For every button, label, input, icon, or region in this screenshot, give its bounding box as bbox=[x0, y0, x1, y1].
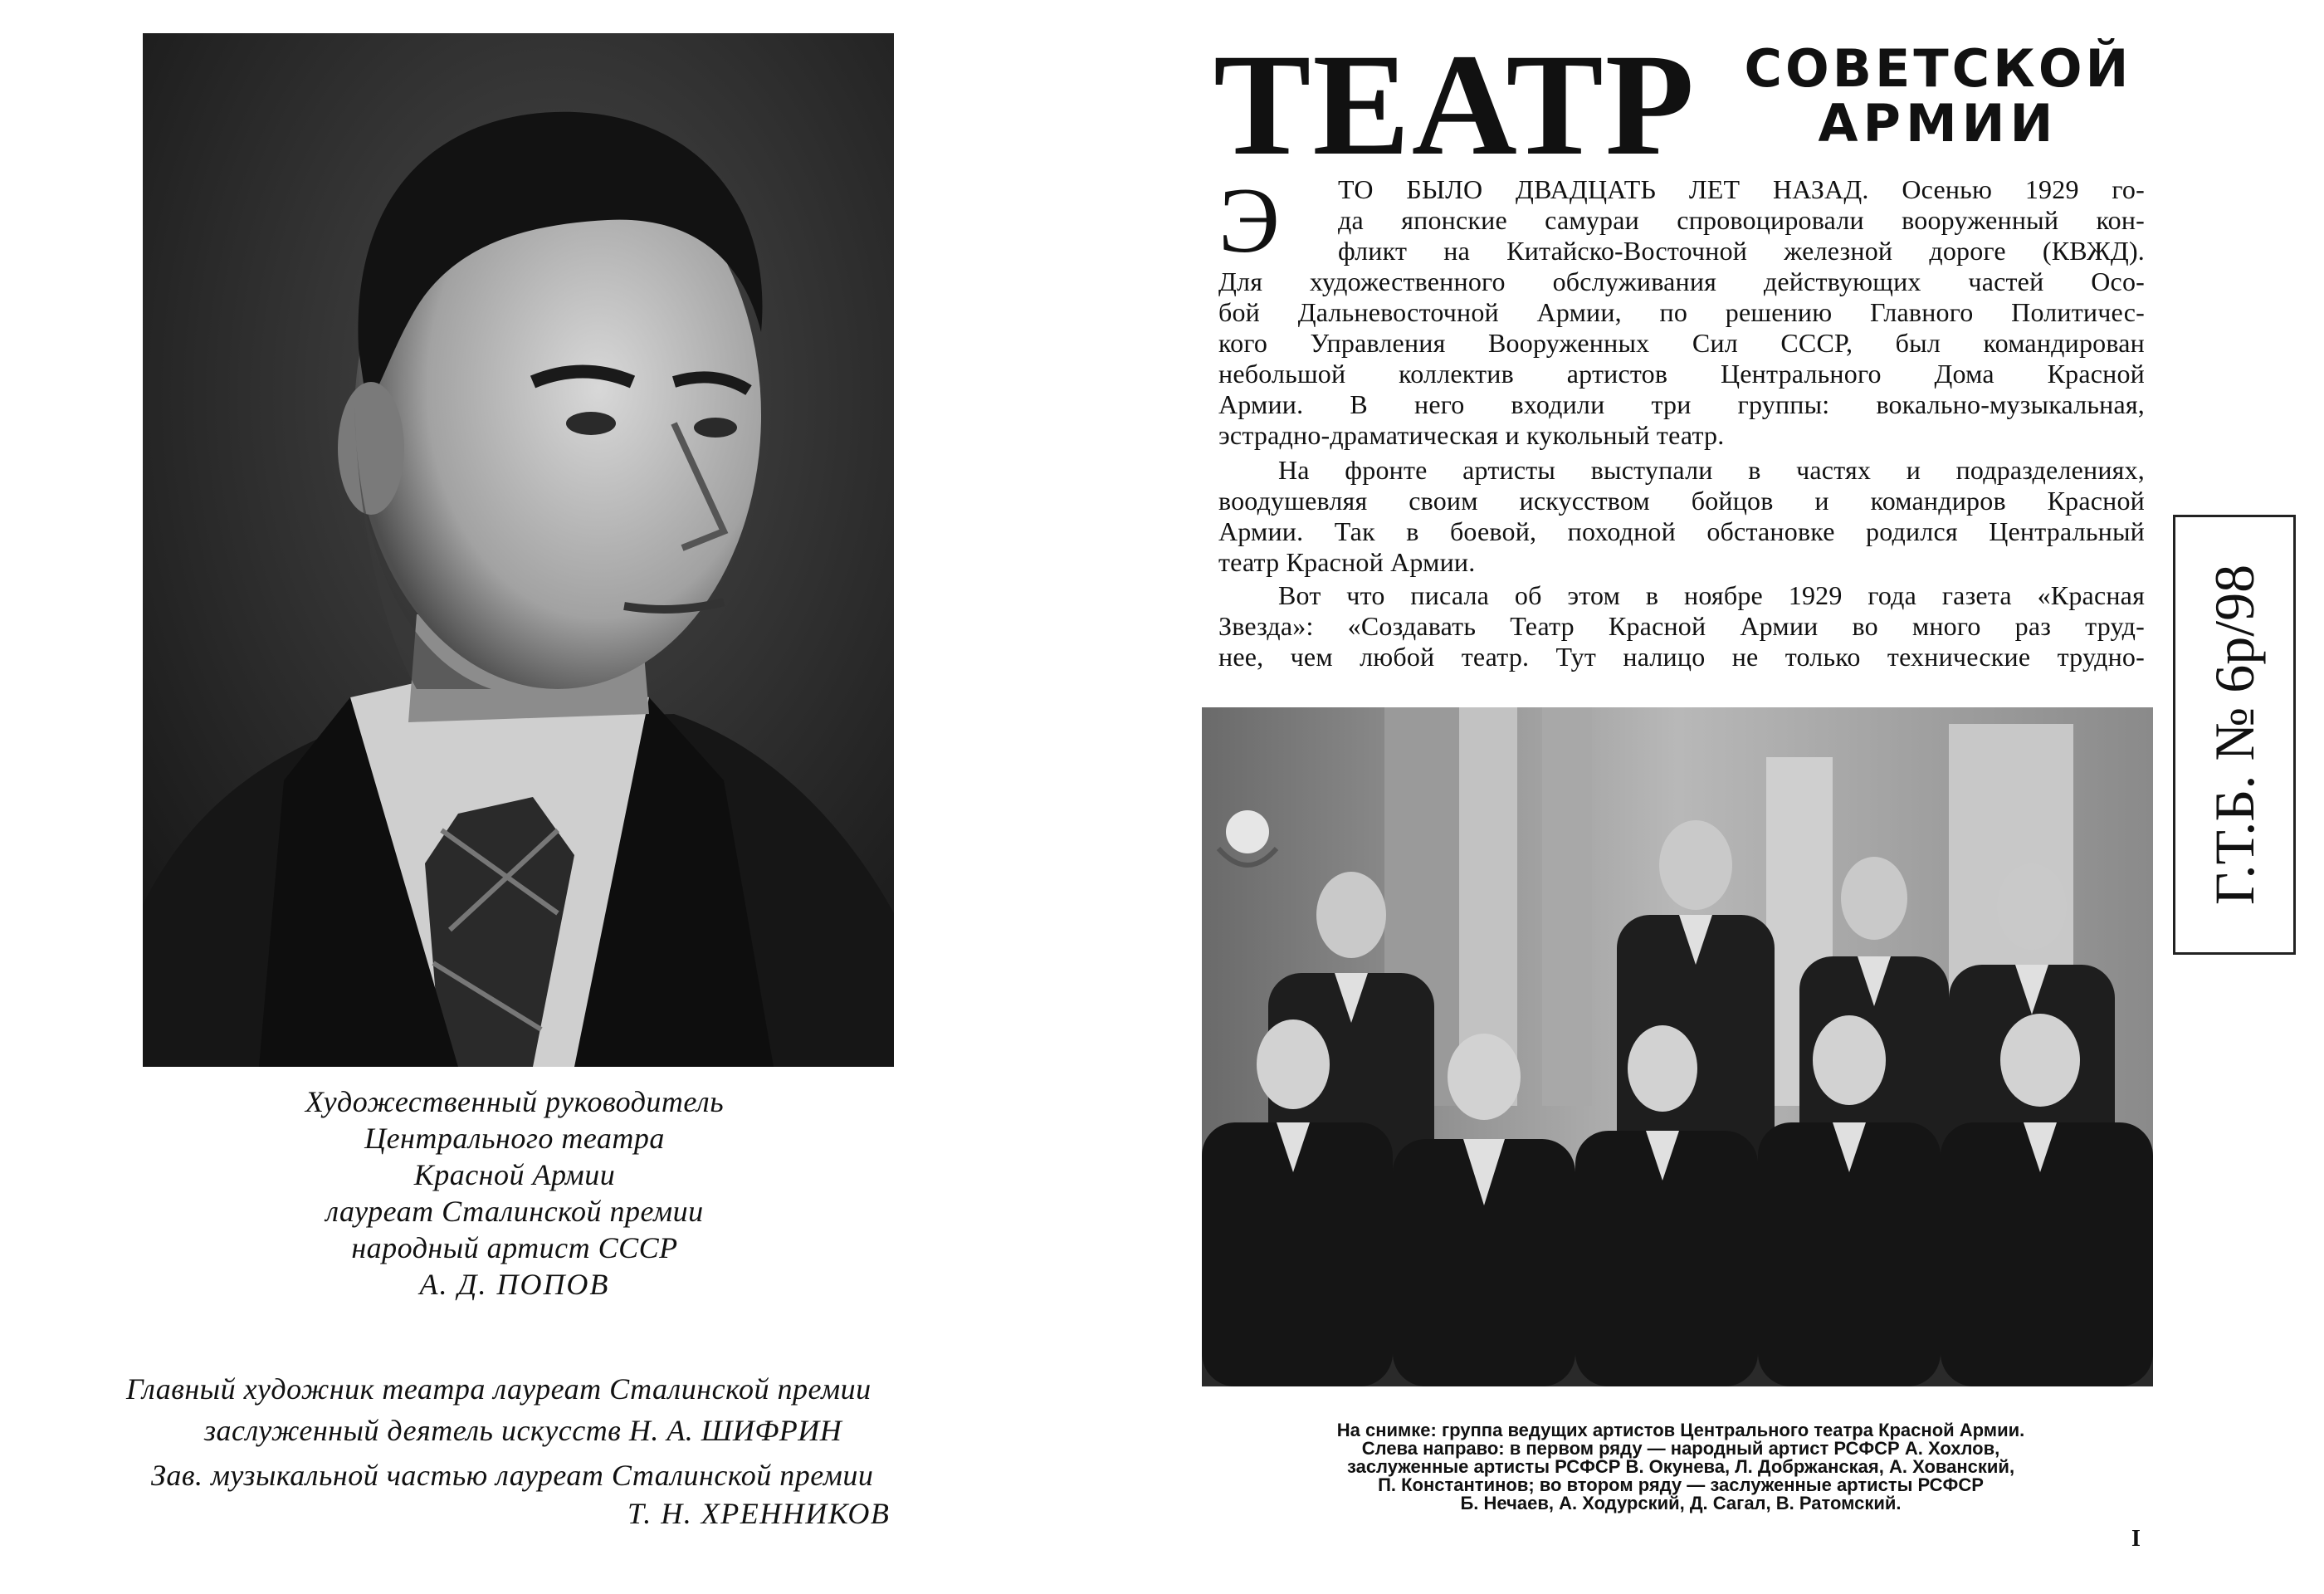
body-line: На фронте артисты выступали в частях и подразделениях, bbox=[1278, 455, 2145, 485]
photo-caption bbox=[1220, 1421, 2141, 1513]
body-line: Армии. Так в боевой, походной обстановке родился Центральный bbox=[1218, 516, 2145, 546]
credit-line: Главный художник театра лауреат Сталинской премии bbox=[126, 1372, 872, 1406]
credit-line: Зав. музыкальной частью лауреат Сталинской премии bbox=[151, 1459, 874, 1492]
photo-caption-line: Б. Нечаев, А. Ходурский, Д. Сагал, В. Ратомский. bbox=[1460, 1493, 1902, 1513]
body-line: театр Красной Армии. bbox=[1218, 547, 1476, 577]
article-title-sub-1: СОВЕТСКОЙ bbox=[1744, 38, 2132, 99]
caption-line-name: А. Д. ПОПОВ bbox=[419, 1268, 610, 1301]
director-portrait-photo bbox=[143, 33, 894, 1067]
director-caption bbox=[100, 1083, 930, 1303]
body-line: кого Управления Вооруженных Сил СССР, был командирован bbox=[1218, 328, 2145, 358]
body-line: небольшой коллектив артистов Центрального Дома Красной bbox=[1218, 359, 2145, 389]
article-title-main: ТЕАТР bbox=[1213, 43, 1697, 168]
credit-line: заслуженный деятель искусств Н. А. ШИФРИН bbox=[204, 1414, 842, 1447]
caption-line: Центрального театра bbox=[364, 1122, 665, 1155]
library-stamp-text: Г.Т.Б. № 6р/98 bbox=[2203, 564, 2266, 906]
drop-cap: Э bbox=[1218, 169, 1280, 272]
photo-caption-line: На снимке: группа ведущих артистов Центрального театра Красной Армии. bbox=[1336, 1420, 2025, 1440]
page-number: I bbox=[2131, 1526, 2141, 1552]
photo-caption-line: П. Константинов; во втором ряду — заслуженные артисты РСФСР bbox=[1378, 1474, 1984, 1495]
caption-line: Красной Армии bbox=[413, 1158, 616, 1191]
caption-line: лауреат Сталинской премии bbox=[325, 1195, 704, 1228]
body-line: да японские самураи спровоцировали вооруженный кон- bbox=[1338, 205, 2145, 235]
body-line: эстрадно-драматическая и кукольный театр. bbox=[1218, 420, 1725, 450]
body-line: Армии. В него входили три группы: вокально-музыкальная, bbox=[1218, 389, 2145, 419]
caption-line: народный артист СССР bbox=[351, 1231, 678, 1264]
body-line: Для художественного обслуживания действующих частей Осо- bbox=[1218, 266, 2145, 296]
body-line: нее, чем любой театр. Тут налицо не только технические трудно- bbox=[1218, 642, 2145, 672]
group-photo bbox=[1202, 707, 2153, 1386]
body-line: ТО БЫЛО ДВАДЦАТЬ ЛЕТ НАЗАД. Осенью 1929 го- bbox=[1338, 174, 2145, 204]
body-line: бой Дальневосточной Армии, по решению Главного Политичес- bbox=[1218, 297, 2145, 327]
article-title-sub-2: АРМИИ bbox=[1818, 93, 2058, 154]
photo-caption-line: заслуженные артисты РСФСР В. Окунева, Л. Добржанская, А. Хованский, bbox=[1346, 1456, 2015, 1477]
library-stamp bbox=[2173, 515, 2296, 955]
body-line: Вот что писала об этом в ноябре 1929 года газета «Красная bbox=[1278, 580, 2145, 610]
caption-line: Художественный руководитель bbox=[305, 1085, 725, 1118]
credit-line: Т. Н. ХРЕННИКОВ bbox=[627, 1497, 891, 1530]
body-line: Звезда»: «Создавать Театр Красной Армии во много раз труд- bbox=[1218, 611, 2145, 641]
photo-caption-line: Слева направо: в первом ряду — народный артист РСФСР А. Хохлов, bbox=[1361, 1438, 2000, 1459]
body-line: фликт на Китайско-Восточной железной дороге (КВЖД). bbox=[1338, 236, 2145, 266]
body-line: воодушевляя своим искусством бойцов и командиров Красной bbox=[1218, 486, 2145, 516]
